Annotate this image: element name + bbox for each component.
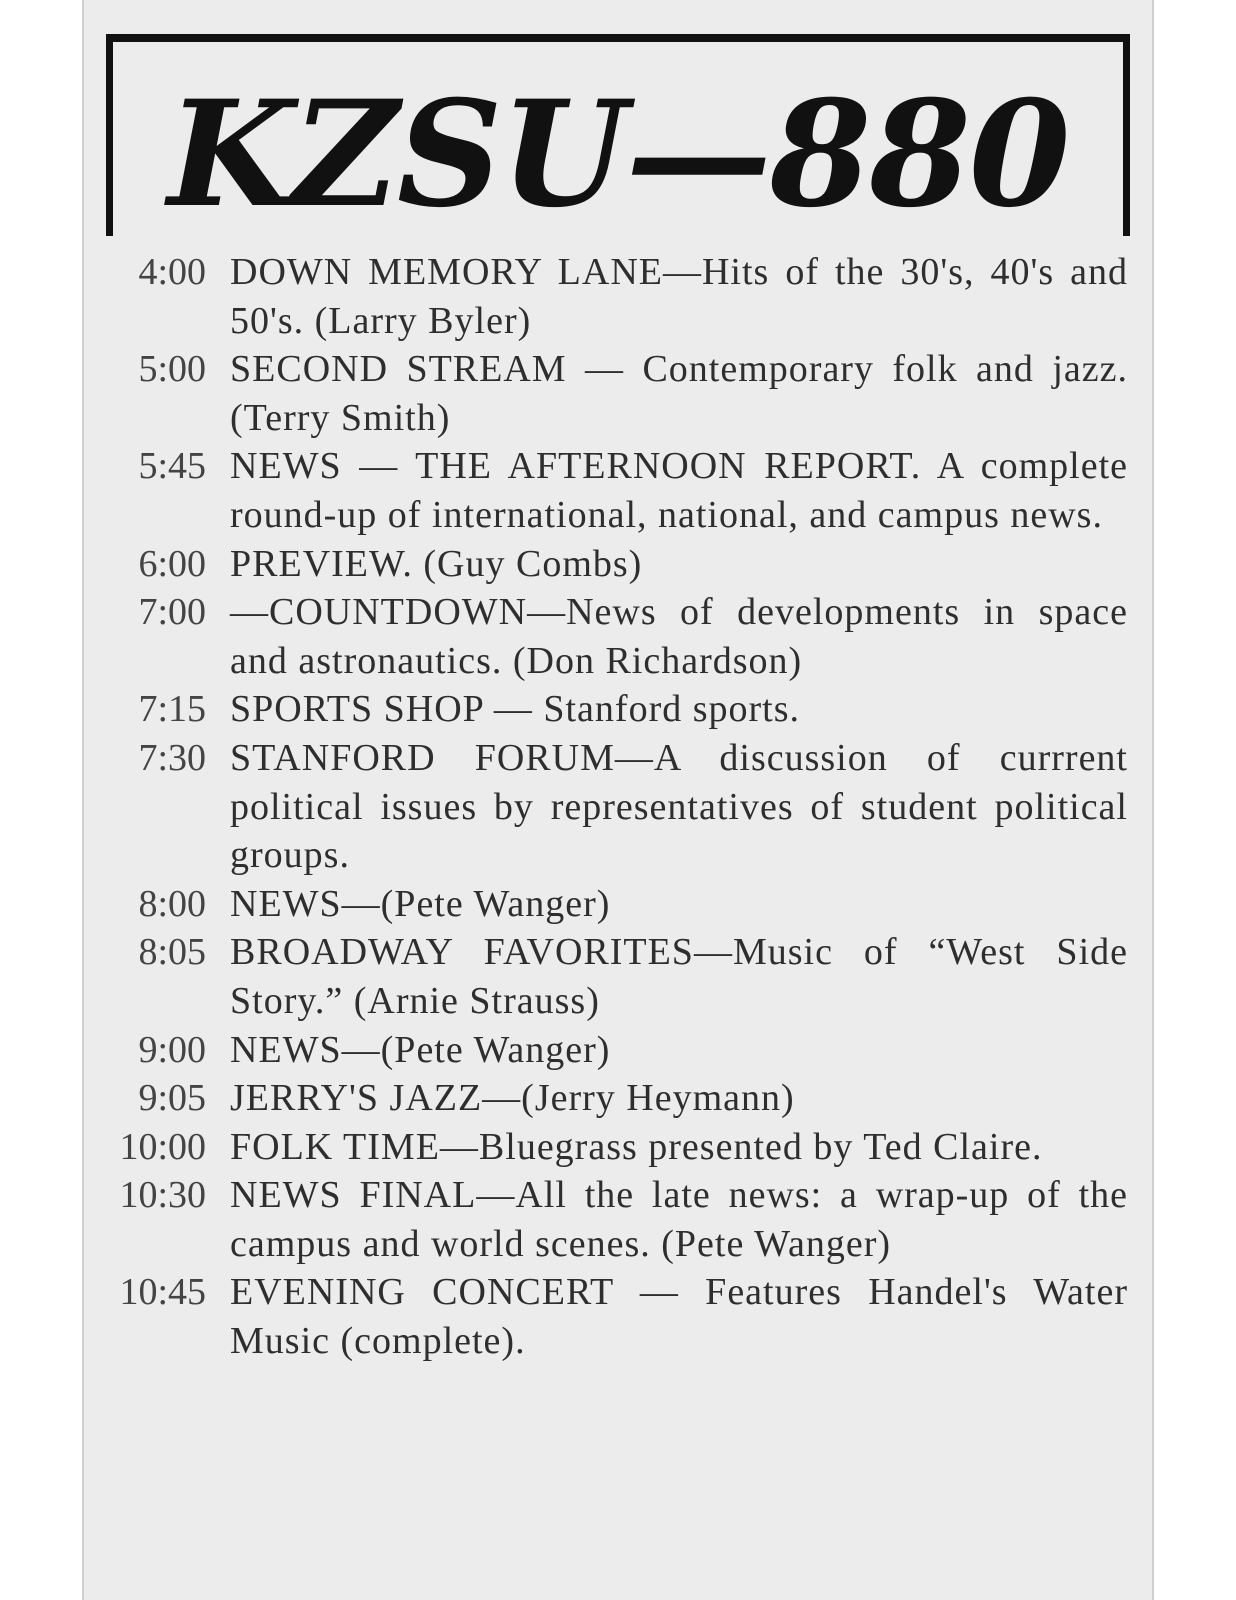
- program-description: NEWS FINAL—All the late news: a wrap-up of the campus and world scenes. (Pete Wanger): [230, 1174, 1128, 1265]
- program-time: 7:00: [138, 591, 206, 634]
- program-time: 9:05: [138, 1077, 206, 1120]
- program-description: DOWN MEMORY LANE—Hits of the 30's, 40's and 50's. (Larry Byler): [230, 251, 1128, 342]
- program-listing: [96, 442, 1128, 539]
- program-listing: [96, 248, 1128, 345]
- program-listing: [96, 1171, 1128, 1268]
- program-time: 5:45: [138, 445, 206, 488]
- program-time: 10:45: [119, 1271, 206, 1314]
- program-listing: [96, 345, 1128, 442]
- program-listing: [96, 1268, 1128, 1365]
- program-time: 8:05: [138, 931, 206, 974]
- program-description: FOLK TIME—Bluegrass presented by Ted Claire.: [230, 1125, 1043, 1168]
- program-listing: [96, 685, 1128, 734]
- program-time: 5:00: [138, 348, 206, 391]
- program-description: NEWS — THE AFTERNOON REPORT. A complete round-up of international, national, and campus news.: [230, 445, 1128, 536]
- program-description: BROADWAY FAVORITES—Music of “West Side Story.” (Arnie Strauss): [230, 931, 1128, 1022]
- program-listing: [96, 1074, 1128, 1123]
- program-listing: [96, 734, 1128, 880]
- program-time: 10:00: [119, 1125, 206, 1168]
- program-listings: [96, 248, 1128, 1366]
- program-listing: [96, 540, 1128, 589]
- program-listing: [96, 1123, 1128, 1172]
- program-listing: [96, 588, 1128, 685]
- program-description: —COUNTDOWN—News of developments in space and astronautics. (Don Richardson): [230, 591, 1128, 682]
- program-description: PREVIEW. (Guy Combs): [230, 542, 643, 585]
- masthead-title: KZSU—880: [167, 69, 1069, 240]
- program-time: 7:15: [138, 688, 206, 731]
- program-time: 10:30: [119, 1174, 206, 1217]
- program-description: EVENING CONCERT — Features Handel's Water Music (complete).: [230, 1271, 1128, 1363]
- program-listing: [96, 880, 1128, 929]
- program-description: SPORTS SHOP — Stanford sports.: [230, 688, 801, 731]
- program-description: NEWS—(Pete Wanger): [230, 1028, 611, 1071]
- program-listing: [96, 928, 1128, 1025]
- program-time: 9:00: [138, 1028, 206, 1071]
- program-description: JERRY'S JAZZ—(Jerry Heymann): [230, 1077, 795, 1120]
- program-time: 8:00: [138, 882, 206, 925]
- program-time: 6:00: [138, 542, 206, 585]
- program-description: STANFORD FORUM—A discussion of currrent political issues by representatives of student political groups.: [230, 736, 1128, 877]
- program-listing: [96, 1026, 1128, 1075]
- program-description: NEWS—(Pete Wanger): [230, 882, 611, 925]
- program-time: 4:00: [138, 251, 206, 293]
- program-time: 7:30: [138, 736, 206, 779]
- program-description: SECOND STREAM — Contemporary folk and jazz. (Terry Smith): [230, 348, 1128, 439]
